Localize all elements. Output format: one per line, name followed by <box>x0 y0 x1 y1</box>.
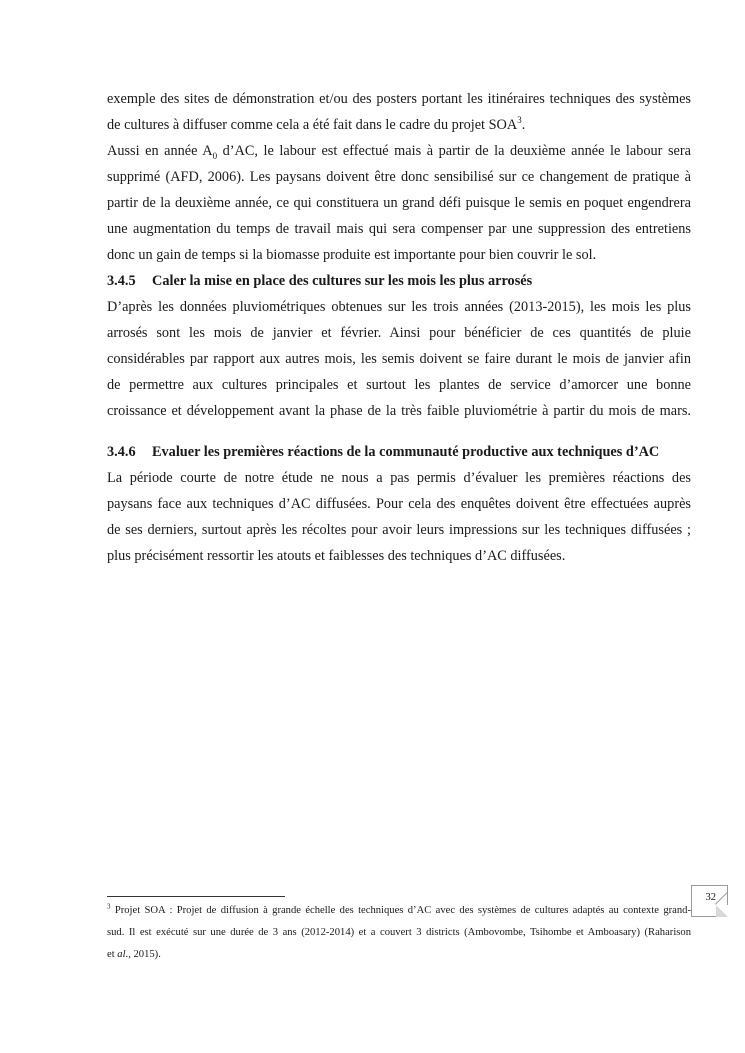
section-number: 3.4.6 <box>107 444 136 460</box>
footnote-line: sud. Il est exécuté sur une durée de 3 ans (2012-2014) et a couvert 3 districts (Ambovombe, Tsihombe et Amboasary) (Raharison <box>107 927 691 938</box>
text-line: paysans face aux techniques d’AC diffusées. Pour cela des enquêtes doivent être effectuées auprès <box>107 496 691 512</box>
footnote-line: $^3$ Projet SOA : Projet de diffusion à grande échelle des techniques d’AC avec des systèmes de cultures adaptés au contexte grand- <box>107 902 691 916</box>
text-line: La période courte de notre étude ne nous a pas permis d’évaluer les premières réactions des <box>107 470 691 486</box>
section-heading <box>107 439 691 465</box>
footnote-line: et al., 2015). <box>107 949 161 960</box>
text-line: de permettre aux cultures principales et surtout les plantes de service d’amorcer une bonne <box>107 377 691 393</box>
footnote-reference[interactable]: 3 <box>517 115 522 126</box>
text-line: plus précisément ressortir les atouts et faiblesses des techniques d’AC diffusées. <box>107 548 566 564</box>
text-line: de cultures à diffuser comme cela a été fait dans le cadre du projet SOA$^3$. <box>107 115 526 133</box>
text-line: une augmentation du temps de travail mais qui sera compenser par une suppression des entretiens <box>107 221 691 237</box>
text-line: Aussi en année $A_0$ d’AC, le labour est effectué mais à partir de la deuxième année le labour sera <box>107 143 691 161</box>
section-heading <box>107 268 691 294</box>
paragraph-continuation <box>107 86 691 138</box>
text-line: arrosés sont les mois de janvier et février. Ainsi pour bénéficier de ces quantités de pluie <box>107 325 691 341</box>
text-line: exemple des sites de démonstration et/ou des posters portant les itinéraires techniques des systèmes <box>107 91 691 107</box>
page-number-box-edge <box>727 885 728 905</box>
section-title: Evaluer les premières réactions de la communauté productive aux techniques d’AC <box>152 444 660 460</box>
section-number: 3.4.5 <box>107 273 136 289</box>
text-line: considérables par rapport aux autres mois, les semis doivent se faire durant le mois de janvier afin <box>107 351 691 367</box>
text-line: supprimé (AFD, 2006). Les paysans doivent être donc sensibilisé sur ce changement de pratique à <box>107 169 691 185</box>
section-3-4-5 <box>107 268 691 424</box>
section-3-4-6 <box>107 439 691 569</box>
footnote-separator <box>107 896 285 897</box>
text-line: D’après les données pluviométriques obtenues sur les trois années (2013-2015), les mois les plus <box>107 299 691 315</box>
text-line: donc un gain de temps si la biomasse produite est importante pour bien couvrir le sol. <box>107 247 597 263</box>
page-curl-icon <box>716 905 728 917</box>
footnote <box>107 900 691 966</box>
page-number-box-edge <box>691 916 716 917</box>
text-line: de ses derniers, surtout après les récoltes pour avoir leurs impressions sur les techniques diffusées ; <box>107 522 691 538</box>
page-number: 32 <box>705 892 716 903</box>
section-title: Caler la mise en place des cultures sur les mois les plus arrosés <box>152 273 533 289</box>
text-line: croissance et développement avant la phase de la très faible pluviométrie à partir du mois de mars. <box>107 403 691 419</box>
text-line: partir de la deuxième année, ce qui constituera un grand défi puisque le semis en poquet engendrera <box>107 195 691 211</box>
footnote-marker: 3 <box>107 902 111 911</box>
paragraph-labour <box>107 138 691 268</box>
